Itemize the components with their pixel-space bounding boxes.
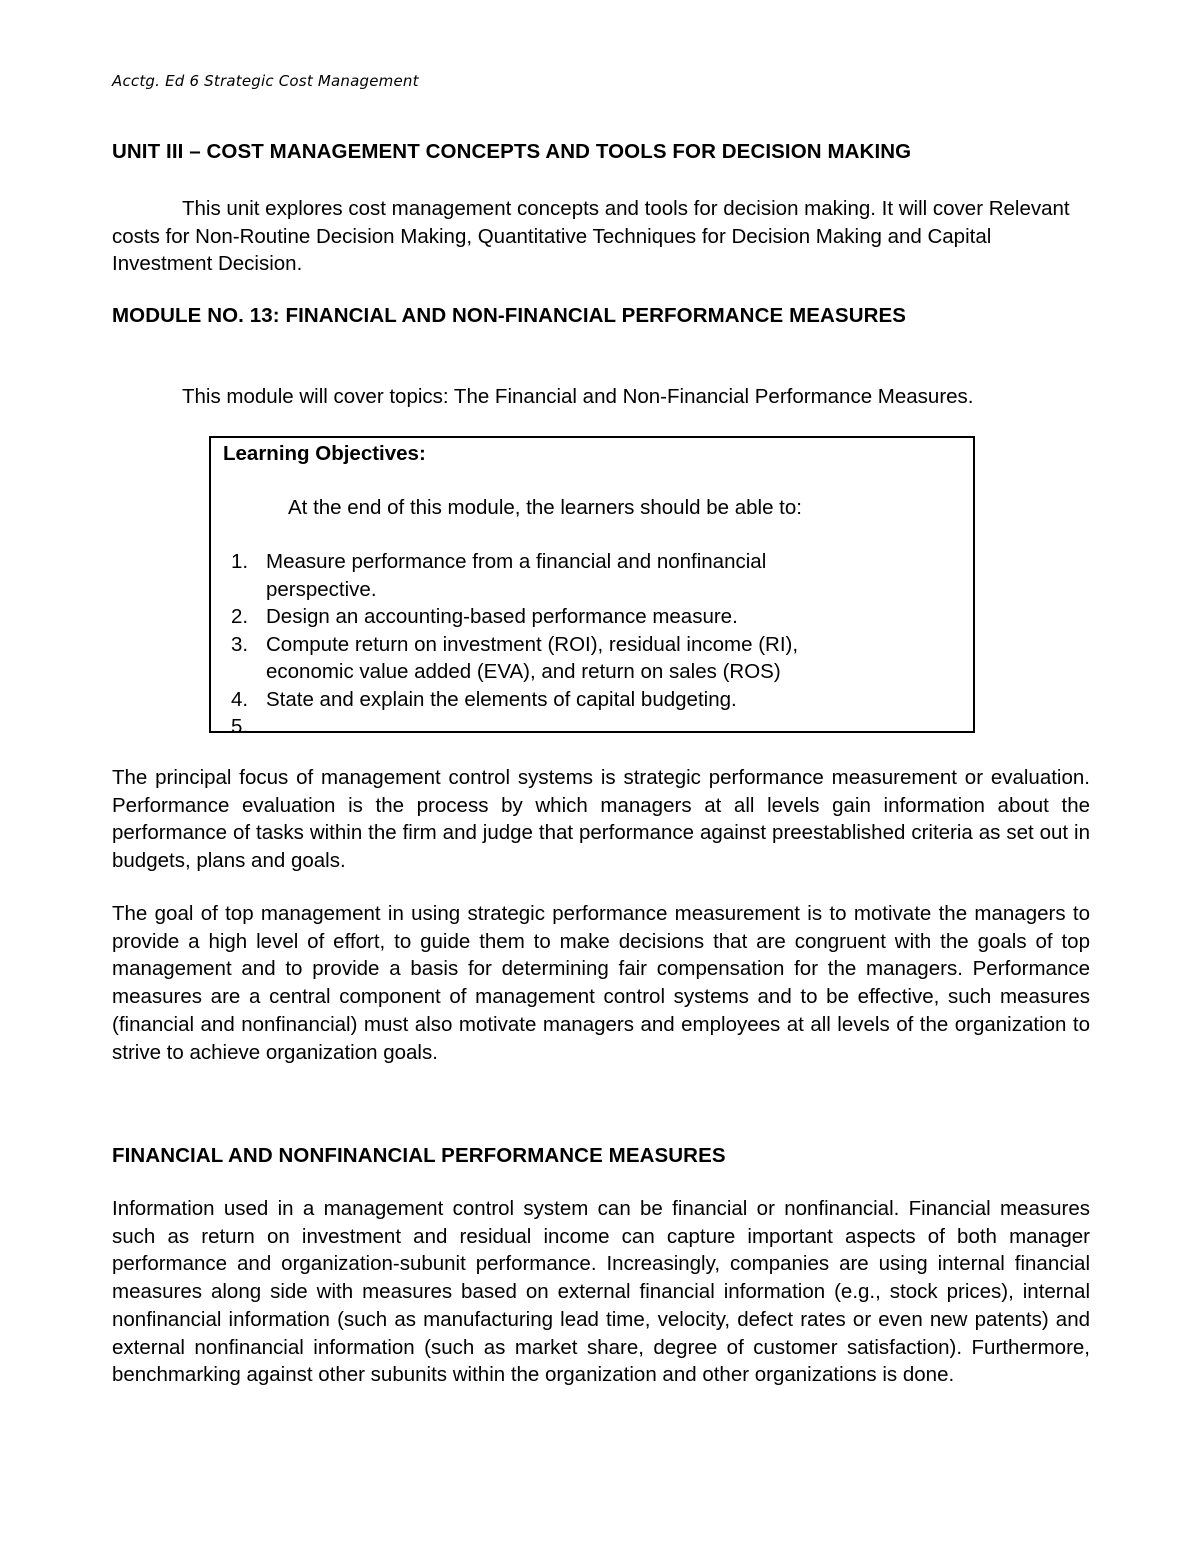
course-header: Acctg. Ed 6 Strategic Cost Management — [112, 72, 419, 90]
objectives-list — [211, 548, 971, 738]
objective-text: Measure performance from a financial and nonfinancial perspective. — [266, 550, 767, 601]
objectives-intro: At the end of this module, the learners should be able to: — [288, 496, 802, 519]
objective-item — [211, 548, 866, 603]
objective-item — [211, 631, 866, 686]
objective-number: 1. — [231, 550, 249, 573]
unit-intro: This unit explores cost management concepts and tools for decision making. It will cover Relevant costs for Non-Routine Decision Making, Quantitative Techniques for Decision Making and Capital Investment Decision. — [112, 197, 1070, 276]
body-paragraph-2: The goal of top management in using strategic performance measurement is to motivate the managers to provide a high level of effort, to guide them to make decisions that are congruent with the goals of top management and to provide a basis for determining fair compensation for the managers. Performance measures are a central component of management control systems and to be effective, such measures (financial and nonfinancial) must also motivate managers and employees at all levels of the organization to strive to achieve organization goals. — [112, 902, 1090, 1064]
objective-item — [211, 603, 866, 631]
section-paragraph: Information used in a management control system can be financial or nonfinancial. Financial measures such as return on investment and residual income can capture important aspects of both manager performance and organization-subunit performance. Increasingly, companies are using internal financial measures along side with measures based on external financial information (e.g., stock prices), internal nonfinancial information (such as manufacturing lead time, velocity, defect rates or even new patents) and external nonfinancial information (such as market share, degree of customer satisfaction). Furthermore, benchmarking against other subunits within the organization and other organizations is done. — [112, 1197, 1090, 1387]
objective-text: Compute return on investment (ROI), residual income (RI), economic value added (EVA), and return on sales (ROS) — [266, 632, 799, 683]
objective-number: 4. — [231, 687, 249, 711]
objective-number: 5. — [231, 715, 249, 738]
module-intro: This module will cover topics: The Financial and Non-Financial Performance Measures. — [182, 385, 974, 408]
module-title: MODULE NO. 13: FINANCIAL AND NON-FINANCIAL PERFORMANCE MEASURES — [112, 304, 907, 327]
objective-text: State and explain the elements of capital budgeting. — [266, 687, 737, 711]
objectives-title: Learning Objectives: — [223, 442, 426, 465]
body-paragraph-1: The principal focus of management control systems is strategic performance measurement or evaluation. Performance evaluation is the process by which managers at all levels gain information about the performance of tasks within the firm and judge that performance against preestablished criteria as set out in budgets, plans and goals. — [112, 766, 1090, 873]
objective-item — [211, 686, 866, 714]
unit-title: UNIT III – COST MANAGEMENT CONCEPTS AND TOOLS FOR DECISION MAKING — [112, 140, 912, 163]
objective-number: 3. — [231, 632, 249, 656]
objective-text: Design an accounting-based performance measure. — [266, 605, 738, 628]
section-title: FINANCIAL AND NONFINANCIAL PERFORMANCE MEASURES — [112, 1144, 726, 1167]
objective-number: 2. — [231, 605, 249, 628]
learning-objectives-box — [209, 436, 975, 738]
